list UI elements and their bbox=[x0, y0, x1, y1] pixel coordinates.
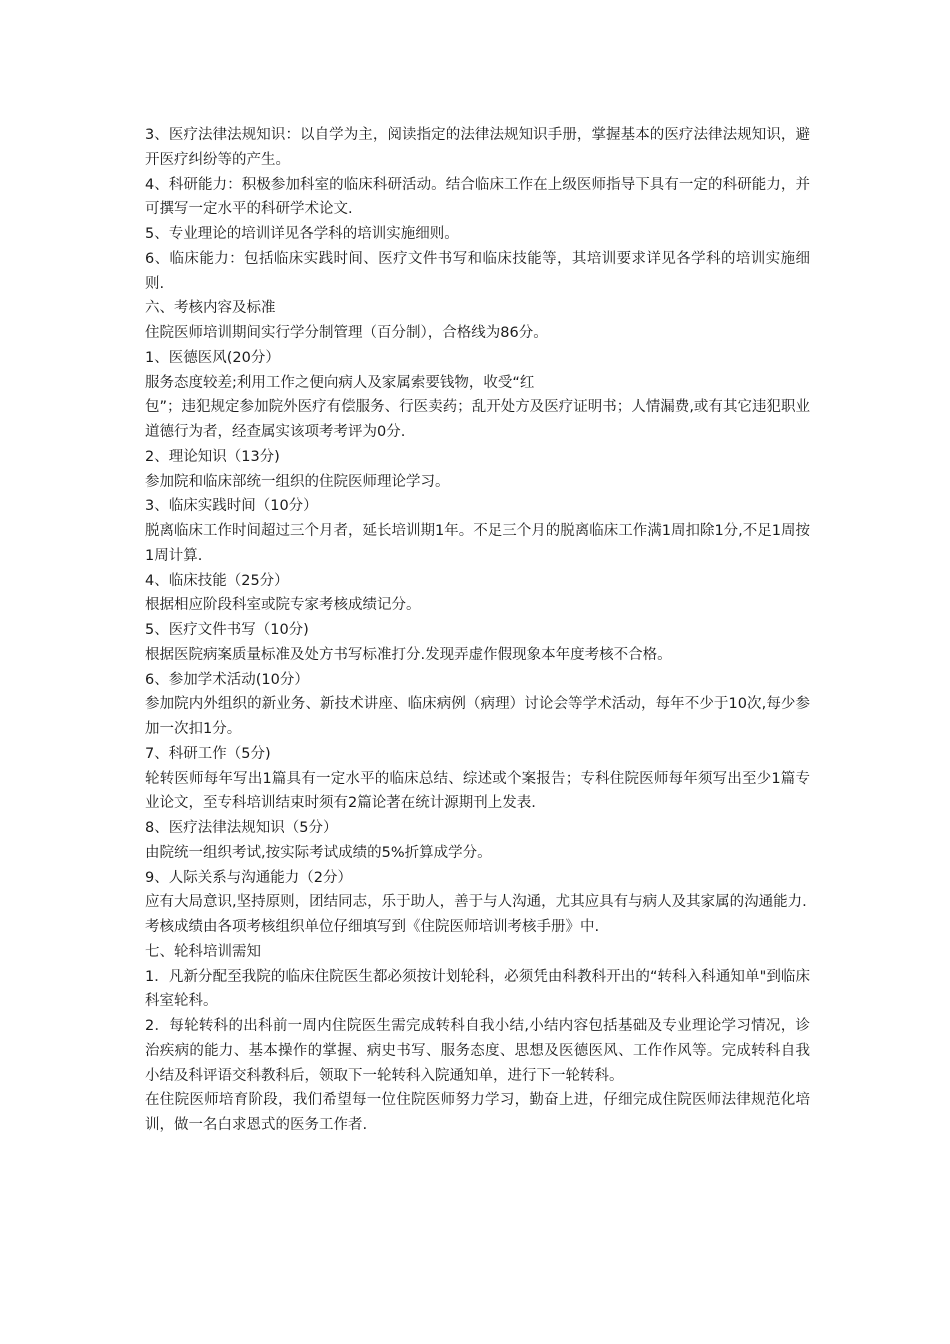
paragraph-legal-knowledge: 3、医疗法律法规知识：以自学为主，阅读指定的法律法规知识手册，掌握基本的医疗法律法规知识，避开医疗纠纷等的产生。 bbox=[145, 127, 810, 168]
paragraph-ethics-line-1: 服务态度较差;利用工作之便向病人及家属索要钱物，收受“红 bbox=[145, 374, 535, 391]
section-heading-assessment: 六、考核内容及标准 bbox=[145, 300, 276, 317]
item-heading-medical-documents: 5、医疗文件书写（10分) bbox=[145, 622, 309, 638]
paragraph-professional-theory: 5、专业理论的培训详见各学科的培训实施细则。 bbox=[145, 226, 459, 242]
paragraph-communication: 应有大局意识,坚持原则，团结同志，乐于助人，善于与人沟通，尤其应具有与病人及其家属的沟通能力. bbox=[145, 894, 807, 911]
item-heading-theory: 2、理论知识（13分) bbox=[145, 448, 280, 465]
paragraph-medical-documents: 根据医院病案质量标准及处方书写标准打分.发现弄虚作假现象本年度考核不合格。 bbox=[145, 646, 672, 663]
paragraph-academic-activities: 参加院内外组织的新业务、新技术讲座、临床病例（病理）讨论会等学术活动，每年不少于10次,每少参加一次扣1分。 bbox=[145, 696, 810, 737]
item-heading-ethics: 1、医德医风(20分） bbox=[145, 349, 280, 366]
paragraph-practice-time: 脱离临床工作时间超过三个月者，延长培训期1年。不足三个月的脱离临床工作满1周扣除1分,不足1周按1周计算. bbox=[145, 523, 811, 564]
paragraph-law-knowledge: 由院统一组织考试,按实际考试成绩的5%折算成学分。 bbox=[145, 844, 492, 861]
paragraph-closing: 在住院医师培育阶段，我们希望每一位住院医师努力学习，勤奋上进，仔细完成住院医师法律规范化培训，做一名白求恩式的医务工作者. bbox=[145, 1092, 810, 1133]
paragraph-rotation-rule-1: 1．凡新分配至我院的临床住院医生都必须按计划轮科，必须凭由科教科开出的“转科入科通知单"到临床科室轮科。 bbox=[145, 968, 810, 1010]
paragraph-theory: 参加院和临床部统一组织的住院医师理论学习。 bbox=[145, 473, 450, 490]
paragraph-assessment-record: 考核成绩由各项考核组织单位仔细填写到《住院医师培训考核手册》中. bbox=[145, 919, 600, 935]
document-page bbox=[145, 123, 810, 1138]
item-heading-communication: 9、人际关系与沟通能力（2分） bbox=[145, 869, 352, 886]
paragraph-rotation-rule-2: 2．每轮转科的出科前一周内住院医生需完成转科自我小结,小结内容包括基础及专业理论学习情况，诊治疾病的能力、基本操作的掌握、病史书写、服务态度、思想及医德医风、工作作风等。完成转科自我小结及科评语交科教科后，领取下一轮转科入院通知单，进行下一轮转科。 bbox=[145, 1018, 810, 1084]
item-heading-research-work: 7、科研工作（5分) bbox=[145, 745, 271, 762]
paragraph-ethics-line-2: 包”；违犯规定参加院外医疗有偿服务、行医卖药；乱开处方及医疗证明书；人情漏费,或有其它违犯职业道德行为者，经查属实该项考考评为0分. bbox=[145, 399, 810, 440]
item-heading-academic-activities: 6、参加学术活动(10分） bbox=[145, 671, 309, 688]
paragraph-credit-system: 住院医师培训期间实行学分制管理（百分制），合格线为86分。 bbox=[145, 325, 548, 341]
paragraph-research-ability: 4、科研能力：积极参加科室的临床科研活动。结合临床工作在上级医师指导下具有一定的科研能力，并可撰写一定水平的科研学术论文. bbox=[145, 176, 810, 218]
paragraph-clinical-ability: 6、临床能力：包括临床实践时间、医疗文件书写和临床技能等，其培训要求详见各学科的培训实施细则. bbox=[145, 250, 810, 292]
item-heading-clinical-skills: 4、临床技能（25分） bbox=[145, 572, 289, 589]
item-heading-practice-time: 3、临床实践时间（10分） bbox=[145, 498, 318, 515]
item-heading-law-knowledge: 8、医疗法律法规知识（5分） bbox=[145, 820, 338, 836]
paragraph-research-work: 轮转医师每年写出1篇具有一定水平的临床总结、综述或个案报告；专科住院医师每年须写出至少1篇专业论文，至专科培训结束时须有2篇论著在统计源期刊上发表. bbox=[145, 770, 810, 812]
section-heading-rotation: 七、轮科培训需知 bbox=[145, 943, 261, 960]
paragraph-clinical-skills: 根据相应阶段科室或院专家考核成绩记分。 bbox=[145, 597, 421, 614]
